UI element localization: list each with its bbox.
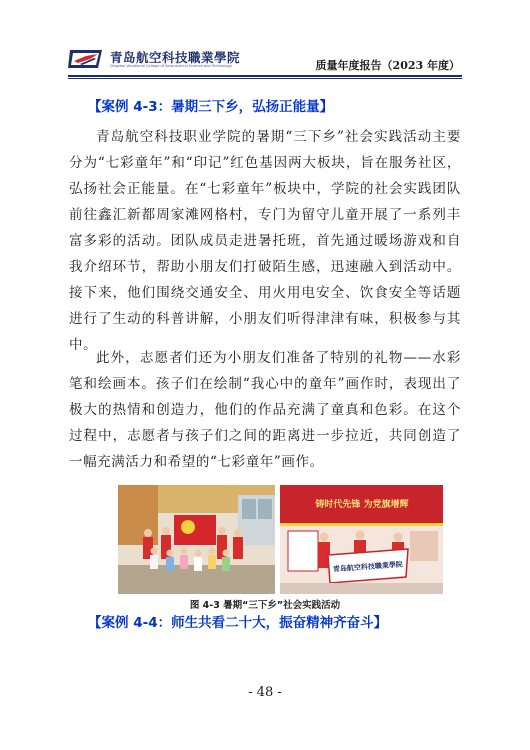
figure-caption: 图 4-3 暑期“三下乡”社会实践活动 bbox=[189, 600, 341, 611]
paragraph-text: 此外，志愿者们还为小朋友们准备了特别的礼物——水彩笔和绘画本。孩子们在绘制“我心中的童年”画作时，表现出了极大的热情和创造力，他们的作品充满了童真和色彩。在这个过程中，志愿者与孩子们之间的距离进一步拉近，共同创造了一幅充满活力和希望的“七彩童年”画作。 bbox=[69, 350, 461, 470]
college-logo-icon bbox=[68, 46, 104, 70]
header-divider bbox=[68, 75, 462, 77]
page-header bbox=[0, 0, 530, 80]
school-name-cn: 青岛航空科技職業學院 bbox=[110, 50, 241, 65]
page-number: - 48 - bbox=[248, 685, 282, 700]
paragraph-text: 青岛航空科技职业学院的暑期“三下乡”社会实践活动主要分为“七彩童年”和“印记”红色基因两大板块，旨在服务社区，弘扬社会正能量。在“七彩童年”板块中，学院的社会实践团队前往鑫汇新都周家滩网格村，专门为留守儿童开展了一系列丰富多彩的活动。团队成员走进暑托班，首先通过暖场游戏和自我介绍环节，帮助小朋友们打破陌生感，迅速融入到活动中。接下来，他们围绕交通安全、用火用电安全、饮食安全等话题进行了生动的科普讲解，小朋友们听得津津有味，积极参与其中。 bbox=[69, 129, 461, 353]
case-4-3-title: 【案例 4-3：暑期三下乡，弘扬正能量】 bbox=[88, 99, 334, 115]
case-4-3-paragraph-2 bbox=[69, 345, 461, 475]
case-4-3-paragraph-1 bbox=[69, 124, 461, 358]
photo-volunteers-with-children bbox=[118, 485, 275, 594]
wall-slogan: 铸时代先锋 为党旗增辉 bbox=[315, 500, 409, 510]
report-title: 质量年度报告（2023 年度） bbox=[315, 59, 460, 72]
case-4-4-title: 【案例 4-4：师生共看二十大，振奋精神齐奋斗】 bbox=[88, 615, 388, 631]
banner-text: 青岛航空科技職業學院 bbox=[332, 559, 404, 574]
photo-volunteers-with-banner bbox=[280, 485, 443, 594]
school-name-en: Qingdao Vocational College of Aeronautical Science and Technology bbox=[110, 64, 232, 68]
header-divider-thin bbox=[68, 78, 462, 79]
